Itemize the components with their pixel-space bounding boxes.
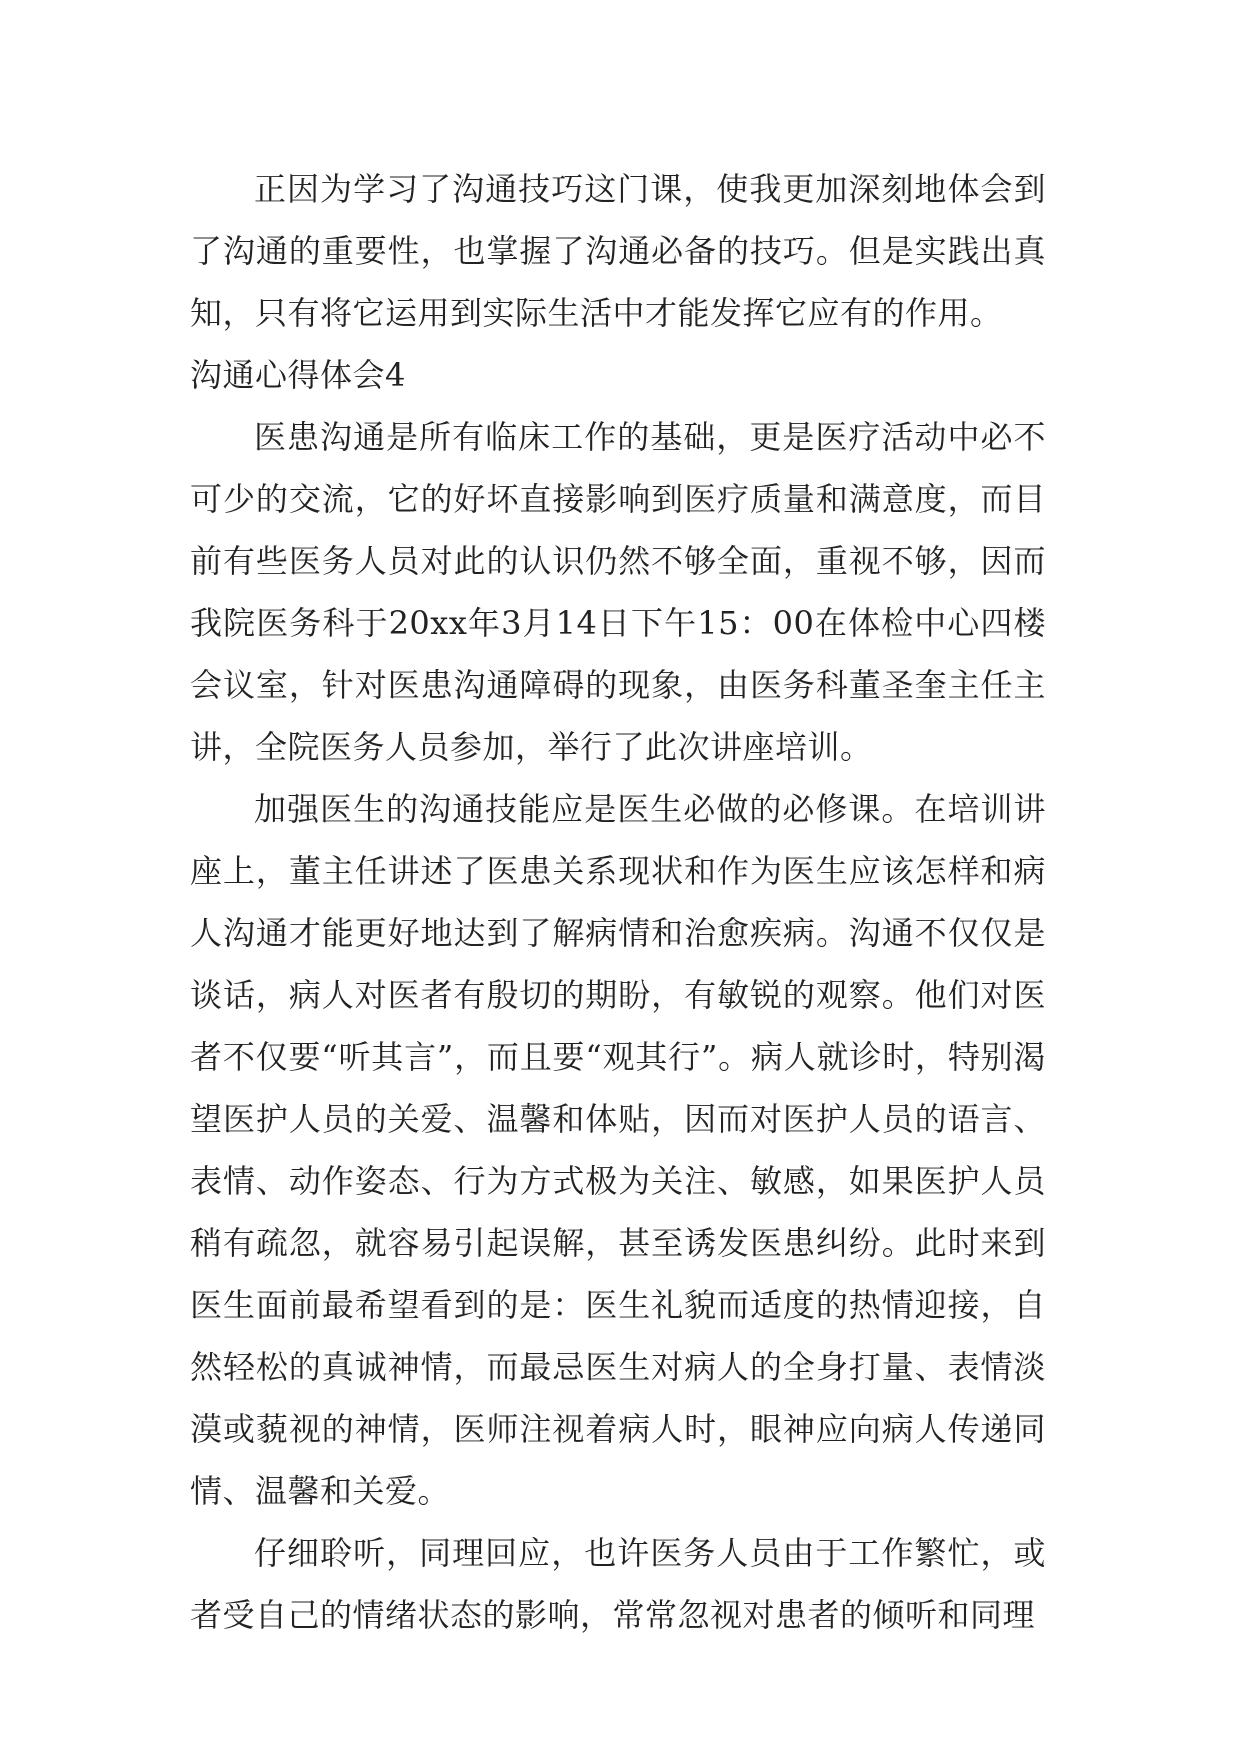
paragraph-communication-skills-course: 正因为学习了沟通技巧这门课，使我更加深刻地体会到了沟通的重要性，也掌握了沟通必备的技巧。但是实践出真知，只有将它运用到实际生活中才能发挥它应有的作用。 bbox=[190, 170, 1046, 332]
document-body bbox=[190, 158, 1046, 1646]
section-heading: 沟通心得体会4 bbox=[190, 356, 406, 394]
paragraph-careful-listening: 仔细聆听，同理回应，也许医务人员由于工作繁忙，或者受自己的情绪状态的影响，常常忽视对患者的倾听和同理 bbox=[190, 1534, 1046, 1634]
paragraph-doctor-patient-training: 医患沟通是所有临床工作的基础，更是医疗活动中必不可少的交流，它的好坏直接影响到医疗质量和满意度，而目前有些医务人员对此的认识仍然不够全面，重视不够，因而我院医务科于20xx年3月14日下午15：00在体检中心四楼会议室，针对医患沟通障碍的现象，由医务科董圣奎主任主讲，全院医务人员参加，举行了此次讲座培训。 bbox=[190, 418, 1046, 766]
paragraph-communication-skills-doctors: 加强医生的沟通技能应是医生必做的必修课。在培训讲座上，董主任讲述了医患关系现状和作为医生应该怎样和病人沟通才能更好地达到了解病情和治愈疾病。沟通不仅仅是谈话，病人对医者有殷切的期盼，有敏锐的观察。他们对医者不仅要“听其言”，而且要“观其行”。病人就诊时，特别渴望医护人员的关爱、温馨和体贴，因而对医护人员的语言、表情、动作姿态、行为方式极为关注、敏感，如果医护人员稍有疏忽，就容易引起误解，甚至诱发医患纠纷。此时来到医生面前最希望看到的是：医生礼貌而适度的热情迎接，自然轻松的真诚神情，而最忌医生对病人的全身打量、表情淡漠或藐视的神情，医师注视着病人时，眼神应向病人传递同情、温馨和关爱。 bbox=[190, 790, 1046, 1510]
